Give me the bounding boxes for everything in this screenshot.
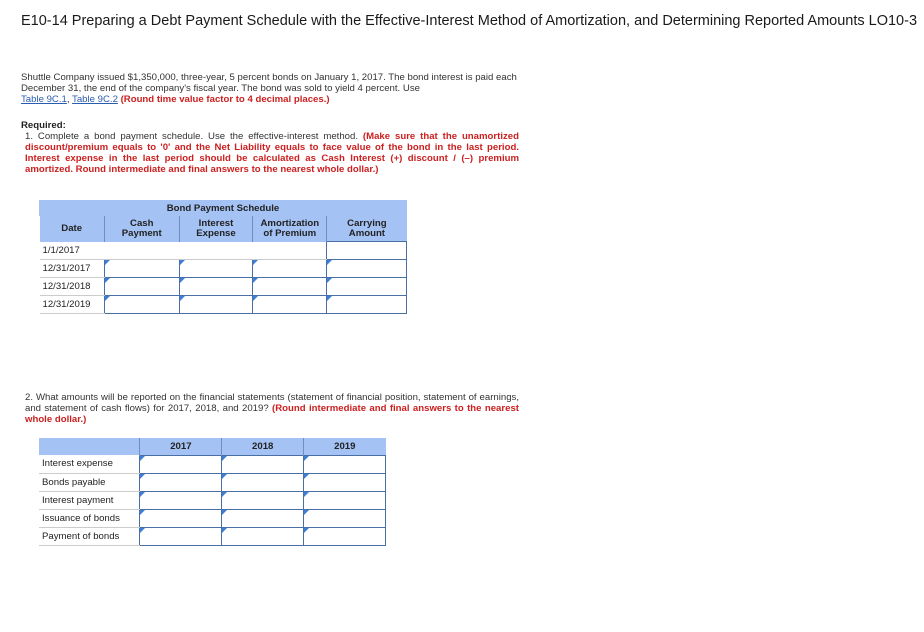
corner-cell [39, 438, 140, 455]
cash-payment-input[interactable] [104, 296, 179, 314]
table-row [39, 455, 386, 473]
amount-2017-input[interactable] [140, 455, 222, 473]
schedule-title: Bond Payment Schedule [40, 201, 407, 216]
requirement-1-text: 1. Complete a bond payment schedule. Use the effective-interest method. [25, 131, 358, 142]
amount-2018-input[interactable] [222, 491, 304, 509]
amount-2019-input[interactable] [304, 491, 386, 509]
table-row [39, 491, 386, 509]
row-date: 12/31/2017 [40, 260, 105, 278]
amount-2017-input[interactable] [140, 509, 222, 527]
row-label: Interest payment [39, 491, 140, 509]
interest-expense-input[interactable] [179, 278, 253, 296]
link-separator: , [66, 94, 73, 105]
carrying-amount-input[interactable] [327, 242, 407, 260]
requirement-2-note: (Round intermediate and final answers to the nearest whole dollar.) [25, 403, 519, 425]
amount-2017-input[interactable] [140, 473, 222, 491]
carrying-amount-input[interactable] [327, 296, 407, 314]
requirement-2 [25, 392, 519, 425]
interest-expense-input[interactable] [179, 296, 253, 314]
intro-text: Shuttle Company issued $1,350,000, three-year, 5 percent bonds on January 1, 2017. The bond interest is paid each December 31, the end of the company's fiscal year. The bond was sold to yield 4 percent. Use [21, 72, 517, 94]
col-year: 2019 [304, 438, 386, 455]
row-date: 12/31/2019 [40, 296, 105, 314]
interest-expense-input[interactable] [179, 260, 253, 278]
table-9c1-link[interactable]: Table 9C.1 [21, 94, 67, 105]
table-9c2-link[interactable]: Table 9C.2 [72, 94, 118, 105]
col-carrying-amount: Carrying Amount [347, 217, 387, 239]
round-note: (Round time value factor to 4 decimal places.) [120, 94, 330, 105]
row-date: 12/31/2018 [40, 278, 105, 296]
table-row [40, 296, 407, 314]
page-title: E10-14 Preparing a Debt Payment Schedule with the Effective-Interest Method of Amortization, and Determining Reported Amounts LO10-3 [21, 13, 918, 29]
amount-2018-input[interactable] [222, 455, 304, 473]
col-date: Date [40, 216, 105, 242]
table-row [40, 242, 407, 260]
amount-2019-input[interactable] [304, 455, 386, 473]
row-label: Interest expense [39, 455, 140, 473]
col-year: 2018 [222, 438, 304, 455]
table-row [39, 527, 386, 545]
requirement-1-note: (Make sure that the unamortized discount/premium equals to '0' and the Net Liability equals to face value of the bond in the last period. Interest expense in the last period should be calculated as Cash Interest (+) discount / (–) premium amortized. Round intermediate and final answers to the nearest whole dollar.) [25, 131, 519, 175]
amount-2019-input[interactable] [304, 509, 386, 527]
bond-payment-schedule [39, 200, 407, 314]
carrying-amount-input[interactable] [327, 260, 407, 278]
cash-payment-input[interactable] [104, 278, 179, 296]
table-row [40, 260, 407, 278]
col-interest-expense: Interest Expense [179, 216, 253, 242]
table-row [39, 473, 386, 491]
col-cash-payment: Cash Payment [104, 216, 179, 242]
amount-2019-input[interactable] [304, 473, 386, 491]
row-date: 1/1/2017 [40, 242, 105, 260]
amount-2018-input[interactable] [222, 473, 304, 491]
row-label: Bonds payable [39, 473, 140, 491]
amount-2017-input[interactable] [140, 527, 222, 545]
row-label: Payment of bonds [39, 527, 140, 545]
table-row [40, 278, 407, 296]
reported-amounts-table [39, 438, 386, 546]
amortization-input[interactable] [253, 260, 327, 278]
amount-2019-input[interactable] [304, 527, 386, 545]
row-label: Issuance of bonds [39, 509, 140, 527]
required-heading: Required: [21, 120, 66, 131]
cash-payment-input[interactable] [104, 260, 179, 278]
amount-2018-input[interactable] [222, 527, 304, 545]
col-year: 2017 [140, 438, 222, 455]
requirement-1 [25, 131, 519, 175]
carrying-amount-input[interactable] [327, 278, 407, 296]
amount-2018-input[interactable] [222, 509, 304, 527]
amortization-input[interactable] [253, 296, 327, 314]
col-amortization: Amortization of Premium [253, 216, 327, 242]
requirement-2-text: 2. What amounts will be reported on the financial statements (statement of financial position, statement of earnings, and statement of cash flows) for 2017, 2018, and 2019? [25, 392, 519, 414]
amortization-input[interactable] [253, 278, 327, 296]
table-row [39, 509, 386, 527]
problem-intro [21, 72, 519, 105]
amount-2017-input[interactable] [140, 491, 222, 509]
